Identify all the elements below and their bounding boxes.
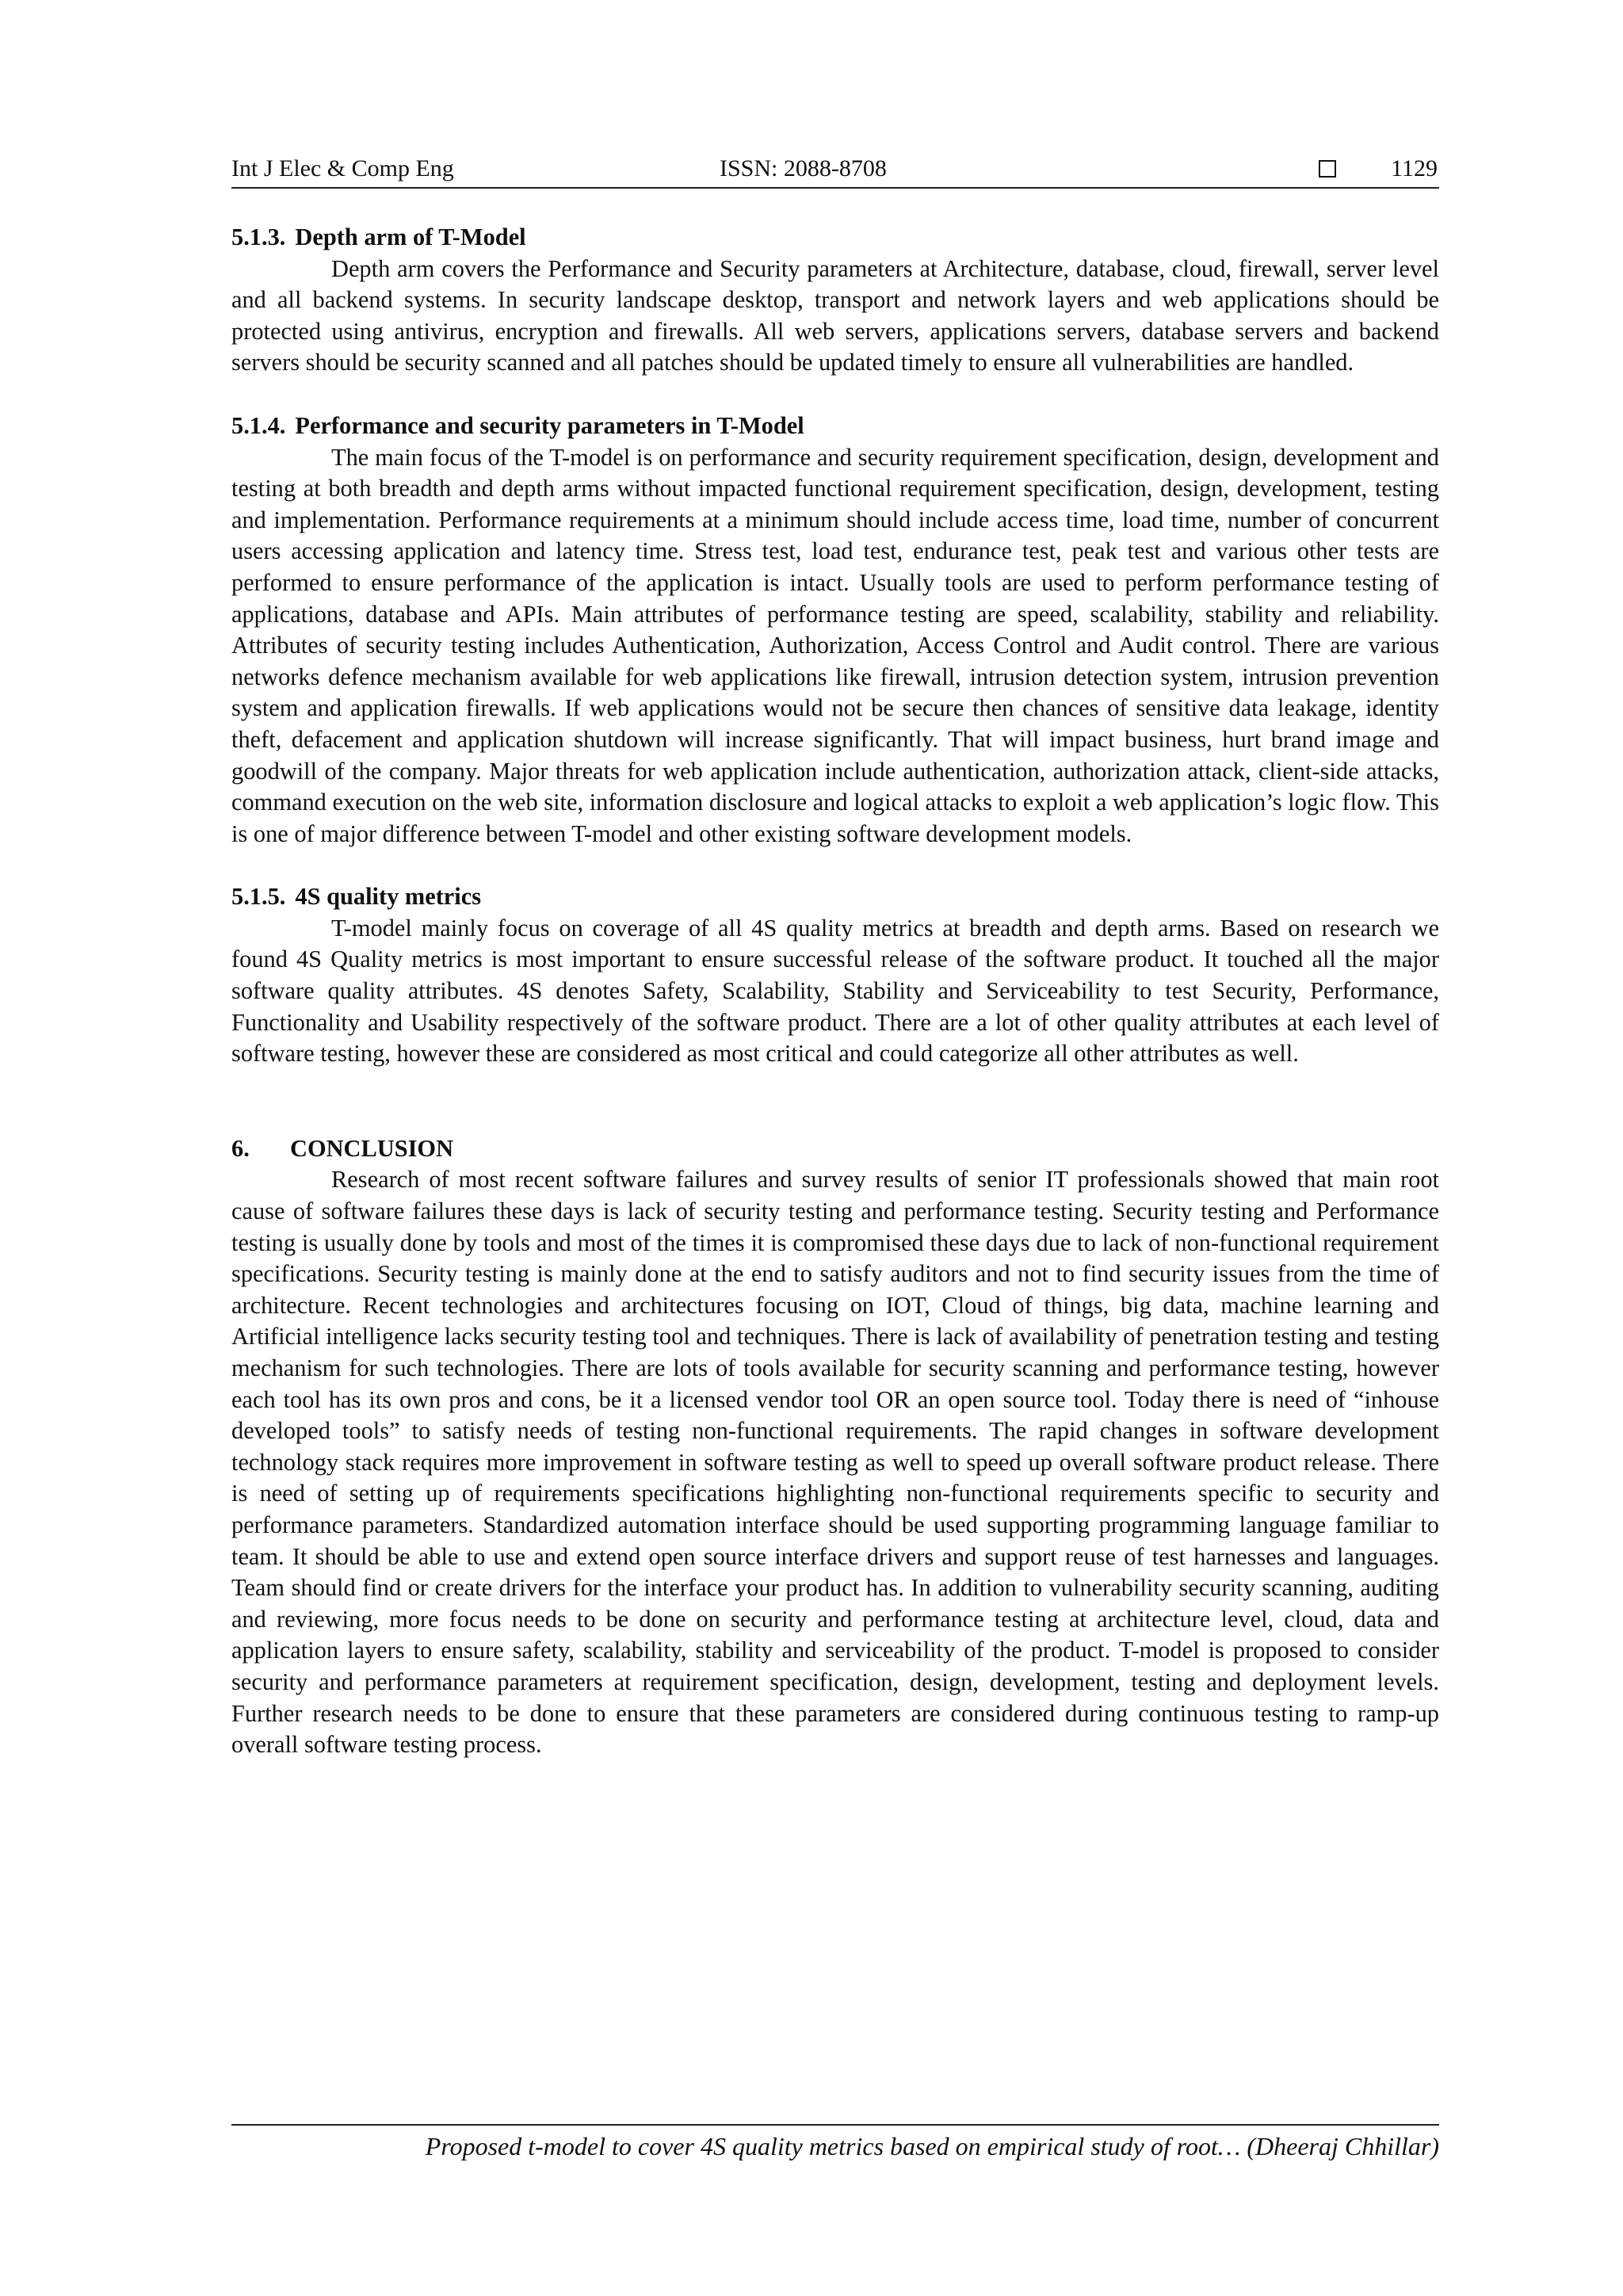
journal-name: Int J Elec & Comp Eng (231, 155, 454, 181)
paragraph-5-1-3: Depth arm covers the Performance and Security parameters at Architecture, database, cloud, firewall, server level and all backend systems. In security landscape desktop, transport and network layers and web applications should be protected using antivirus, encryption and firewalls. All web servers, applications servers, database servers and backend servers should be security scanned and all patches should be updated timely to ensure all vulnerabilities are handled. (231, 254, 1439, 376)
footer-rule (231, 2124, 1439, 2126)
section-title: 4S quality metrics (295, 883, 482, 911)
section-title: Depth arm of T-Model (295, 223, 526, 250)
section-heading-conclusion (231, 1133, 1439, 1165)
section-number: 6. (231, 1134, 250, 1162)
section-number: 5.1.5. (231, 883, 286, 911)
paragraph-conclusion: Research of most recent software failures and survey results of senior IT professionals showed that main root cause of software failures these days is lack of security testing and performance testing. Security testing and Performance testing is usually done by tools and most of the times it is compromised these days due to lack of non-functional requirement specifications. Security testing is mainly done at the end to satisfy auditors and not to find security issues from the time of architecture. Recent technologies and architectures focusing on IOT, Cloud of things, big data, machine learning and Artificial intelligence lacks security testing tool and techniques. There is lack of availability of penetration testing and testing mechanism for such technologies. There are lots of tools available for security scanning and performance testing, however each tool has its own pros and cons, be it a licensed vendor tool OR an open source tool. Today there is need of “inhouse developed tools” to satisfy needs of testing non-functional requirements. The rapid changes in software development technology stack requires more improvement in software testing as well to speed up overall software product release. There is need of setting up of requirements specifications highlighting non-functional requirements specific to security and performance parameters. Standardized automation interface should be used supporting programming language familiar to team. It should be able to use and extend open source interface drivers and support reuse of test harnesses and languages. Team should find or create drivers for the interface your product has. In addition to vulnerability security scanning, auditing and reviewing, more focus needs to be done on security and performance testing at architecture level, cloud, data and application layers to ensure safety, scalability, stability and serviceability of the product. T-model is proposed to consider security and performance parameters at requirement specification, design, development, testing and deployment levels. Further research needs to be done to ensure that these parameters are considered during continuous testing to ramp-up overall software testing process. (231, 1166, 1439, 1759)
section-title: CONCLUSION (290, 1134, 454, 1162)
square-icon (1319, 160, 1336, 178)
paragraph-5-1-4: The main focus of the T-model is on performance and security requirement specification, design, development and testing at both breadth and depth arms without impacted functional requirement specification, design, development, testing and implementation. Performance requirements at a minimum should include access time, load time, number of concurrent users accessing application and latency time. Stress test, load test, endurance test, peak test and various other tests are performed to ensure performance of the application is intact. Usually tools are used to perform performance testing of applications, database and APIs. Main attributes of performance testing are speed, scalability, stability and reliability. Attributes of security testing includes Authentication, Authorization, Access Control and Audit control. There are various networks defence mechanism available for web applications like firewall, intrusion detection system, intrusion prevention system and application firewalls. If web applications would not be secure then chances of sensitive data leakage, identity theft, defacement and application shutdown will increase significantly. That will impact business, hurt brand image and goodwill of the company. Major threats for web application include authentication, authorization attack, client-side attacks, command execution on the web site, information disclosure and logical attacks to exploit a web application’s logic flow. This is one of major difference between T-model and other existing software development models. (231, 443, 1439, 847)
section-number: 5.1.4. (231, 411, 286, 439)
section-heading-5-1-4 (231, 411, 1439, 442)
running-footer: Proposed t-model to cover 4S quality metrics based on empirical study of root… (Dheeraj Chhillar) (425, 2132, 1439, 2160)
section-heading-5-1-3 (231, 222, 1439, 254)
section-number: 5.1.3. (231, 223, 286, 250)
issn: ISSN: 2088-8708 (720, 155, 887, 181)
section-title: Performance and security parameters in T-Model (295, 411, 804, 439)
article-body (231, 222, 1439, 1761)
page-number: 1129 (1391, 155, 1438, 181)
section-heading-5-1-5 (231, 881, 1439, 913)
running-header (231, 155, 1439, 189)
paragraph-5-1-5: T-model mainly focus on coverage of all 4S quality metrics at breadth and depth arms. Based on research we found 4S Quality metrics is most important to ensure successful release of the software product. It touched all the major software quality attributes. 4S denotes Safety, Scalability, Stability and Serviceability to test Security, Performance, Functionality and Usability respectively of the software product. There are a lot of other quality attributes at each level of software testing, however these are considered as most critical and could categorize all other attributes as well. (231, 914, 1439, 1068)
